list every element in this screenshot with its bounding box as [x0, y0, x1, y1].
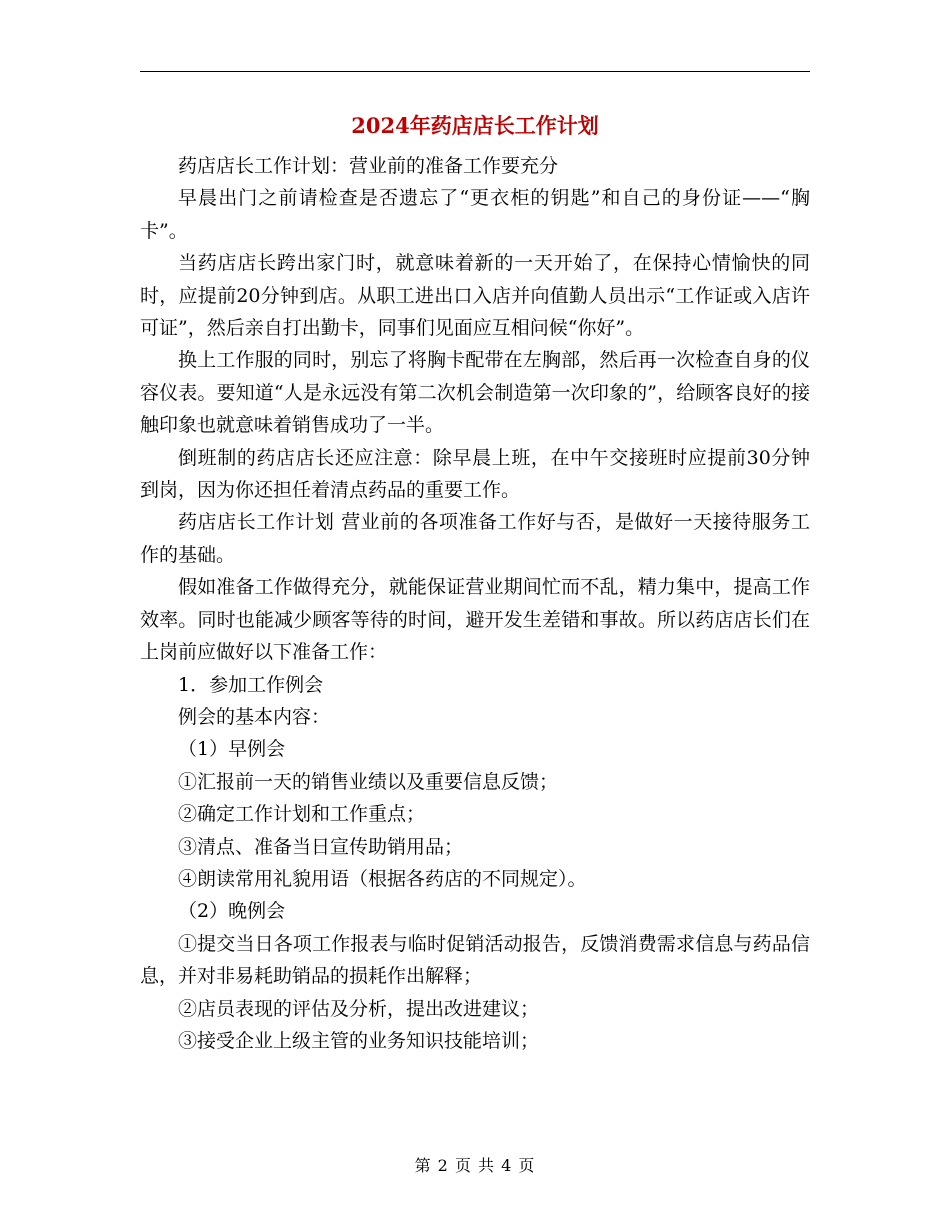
- paragraph: 药店店长工作计划 营业前的各项准备工作好与否，是做好一天接待服务工作的基础。: [140, 511, 810, 566]
- paragraph: 换上工作服的同时，别忘了将胸卡配带在左胸部，然后再一次检查自身的仪容仪表。要知道“人是永远没有第二次机会制造第一次印象的”，给顾客良好的接触印象也就意味着销售成功了一半。: [140, 349, 810, 437]
- list-item: ④朗读常用礼貌用语（根据各药店的不同规定）。: [178, 867, 587, 890]
- paragraph: 当药店店长跨出家门时，就意味着新的一天开始了，在保持心情愉快的同时，应提前20分钟到店。从职工进出口入店并向值勤人员出示“工作证或入店许可证”，然后亲自打出勤卡，同事们见面应互相问候“你好”。: [140, 252, 810, 340]
- paragraph: 倒班制的药店店长还应注意：除早晨上班，在中午交接班时应提前30分钟到岗，因为你还担任着清点药品的重要工作。: [140, 446, 810, 502]
- list-item: ③接受企业上级主管的业务知识技能培训；: [178, 1029, 540, 1052]
- subsection-heading: （2）晚例会: [178, 900, 286, 923]
- section-heading: 1．参加工作例会: [178, 673, 324, 696]
- list-item: ①汇报前一天的销售业绩以及重要信息反馈；: [178, 770, 559, 793]
- paragraph: 例会的基本内容：: [178, 705, 331, 728]
- document-body: [140, 150, 810, 1057]
- document-title: 2024年药店店长工作计划: [351, 113, 599, 138]
- list-item: ③清点、准备当日宣传助销用品；: [178, 835, 464, 858]
- header-rule: [140, 71, 810, 72]
- list-item: ②确定工作计划和工作重点；: [178, 803, 426, 826]
- paragraph: 假如准备工作做得充分，就能保证营业期间忙而不乱，精力集中，提高工作效率。同时也能减少顾客等待的时间，避开发生差错和事故。所以药店店长们在上岗前应做好以下准备工作：: [140, 576, 810, 664]
- paragraph: 早晨出门之前请检查是否遗忘了“更衣柜的钥匙”和自己的身份证——“胸卡”。: [140, 187, 810, 242]
- paragraph-subheading: 药店店长工作计划：营业前的准备工作要充分: [178, 155, 559, 177]
- page-number: 第 2 页 共 4 页: [414, 1156, 536, 1175]
- list-item: ①提交当日各项工作报表与临时促销活动报告，反馈消费需求信息与药品信息，并对非易耗助销品的损耗作出解释；: [140, 932, 810, 988]
- list-item: ②店员表现的评估及分析，提出改进建议；: [178, 997, 540, 1020]
- subsection-heading: （1）早例会: [178, 738, 286, 761]
